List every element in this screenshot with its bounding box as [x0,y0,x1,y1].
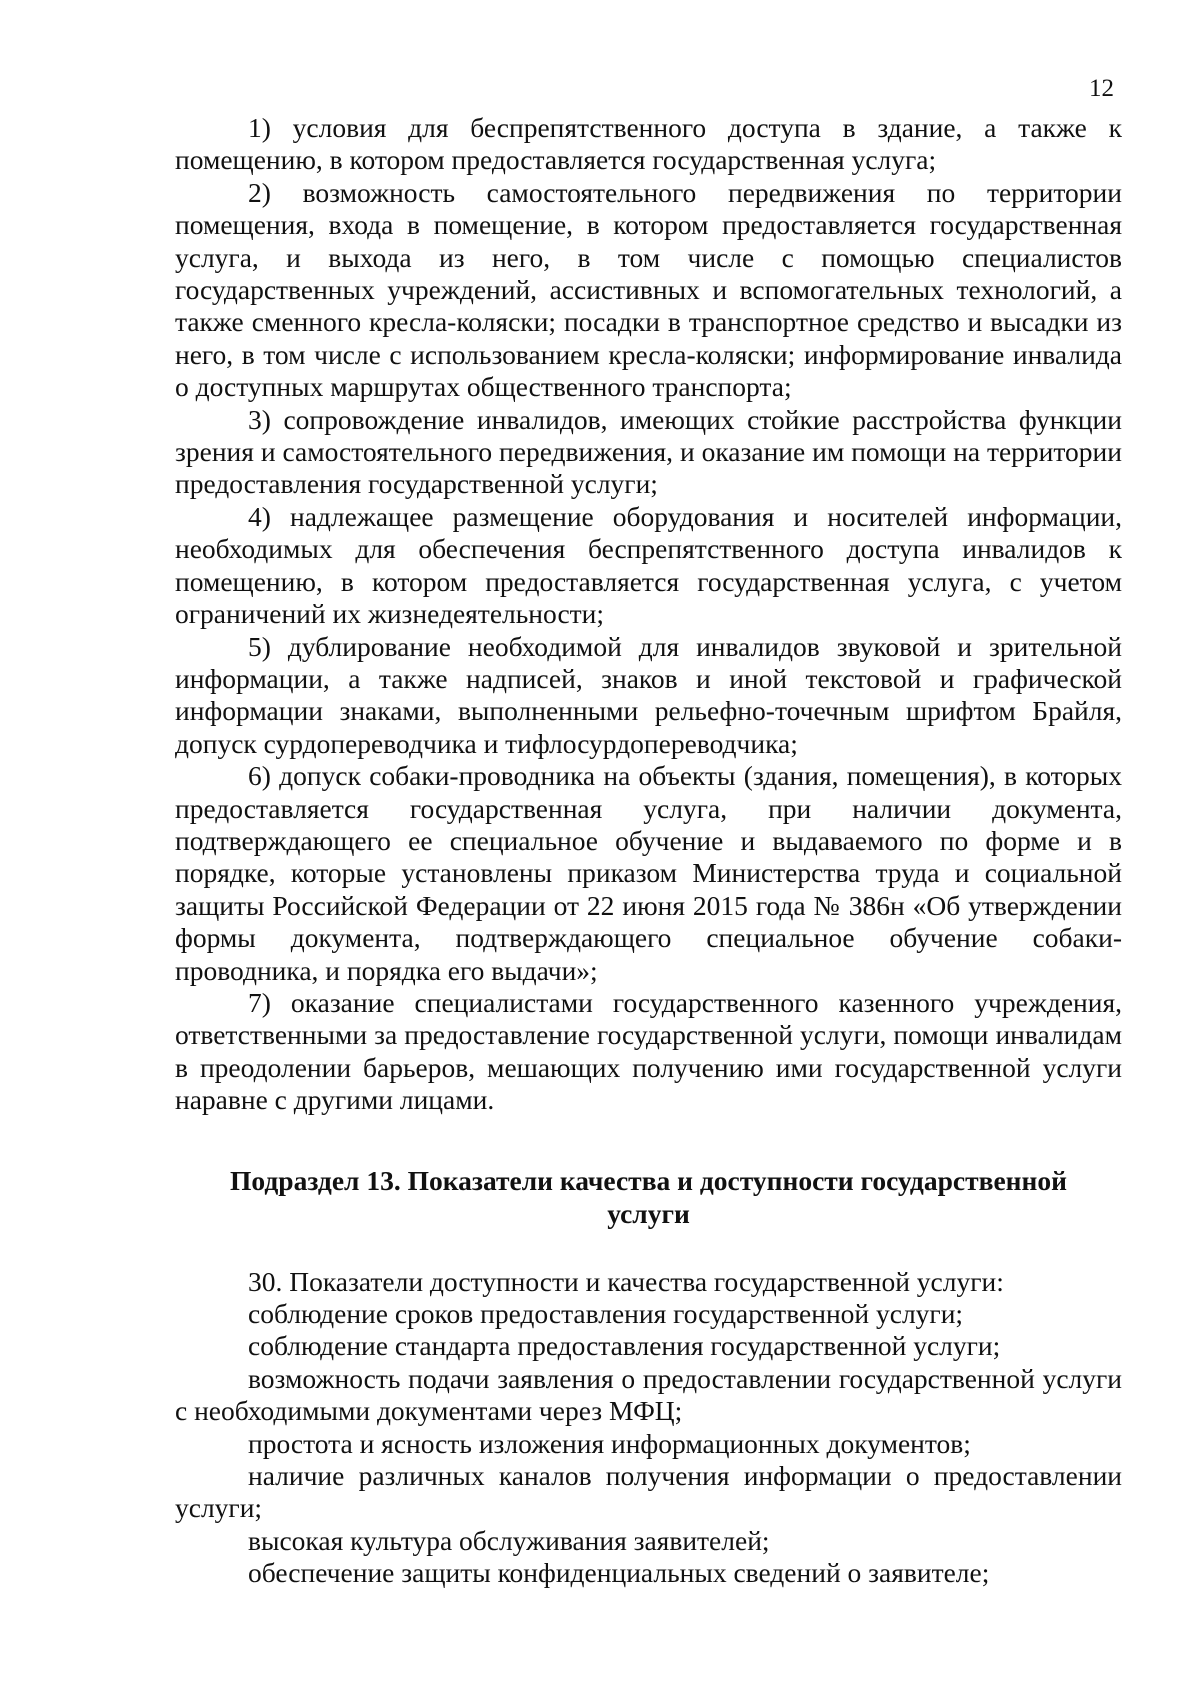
indicator-item-3: возможность подачи заявления о предоставлении государственной услуги с необходимыми документами через МФЦ; [175,1362,1122,1427]
indicator-item-7: обеспечение защиты конфиденциальных сведений о заявителе; [248,1557,990,1589]
indicator-item-4: простота и ясность изложения информационных документов; [248,1427,971,1459]
list-item-4: 4) надлежащее размещение оборудования и носителей информации, необходимых для обеспечения беспрепятственного доступа инвалидов к помещению, в котором предоставляется государственная услуга, с учетом ограничений их жизнедеятельности; [175,500,1122,630]
section-heading: Подраздел 13. Показатели качества и доступности государственной услуги [230,1164,1067,1229]
page-content [175,112,1122,1590]
list-item-7: 7) оказание специалистами государственного казенного учреждения, ответственными за предоставление государственной услуги, помощи инвалидам в преодолении барьеров, мешающих получению ими государственной услуги наравне с другими лицами. [175,986,1122,1116]
list-item-1: 1) условия для беспрепятственного доступа в здание, а также к помещению, в котором предоставляется государственная услуга; [175,112,1122,176]
page-number: 12 [1089,75,1114,102]
quality-indicators-intro: 30. Показатели доступности и качества государственной услуги: [248,1265,1004,1297]
list-item-6: 6) допуск собаки-проводника на объекты (здания, помещения), в которых предоставляется государственная услуга, при наличии документа, подтверждающего ее специальное обучение и выдаваемого по форме и в порядке, которые установлены приказом Министерства труда и социальной защиты Российской Федерации от 22 июня 2015 года № 386н «Об утверждении формы документа, подтверждающего специальное обучение собаки-проводника, и порядка его выдачи»; [175,760,1122,986]
indicator-item-1: соблюдение сроков предоставления государственной услуги; [248,1298,964,1329]
indicator-item-2: соблюдение стандарта предоставления государственной услуги; [248,1330,1001,1362]
list-item-5: 5) дублирование необходимой для инвалидов звуковой и зрительной информации, а также надписей, знаков и иной текстовой и графической информации знаками, выполненными рельефно-точечным шрифтом Брайля, допуск сурдопереводчика и тифлосурдопереводчика; [175,630,1122,759]
indicator-item-6: высокая культура обслуживания заявителей; [248,1524,770,1556]
list-item-2: 2) возможность самостоятельного передвижения по территории помещения, входа в помещение, в котором предоставляется государственная услуга, и выхода из него, в том числе с помощью специалистов государственных учреждений, ассистивных и вспомогательных технологий, а также сменного кресла-коляски; посадки в транспортное средство и высадки из него, в том числе с использованием кресла-коляски; информирование инвалида о доступных маршрутах общественного транспорта; [175,176,1122,403]
indicator-item-5: наличие различных каналов получения информации о предоставлении услуги; [175,1460,1122,1524]
list-item-3: 3) сопровождение инвалидов, имеющих стойкие расстройства функции зрения и самостоятельного передвижения, и оказание им помощи на территории предоставления государственной услуги; [175,403,1122,500]
